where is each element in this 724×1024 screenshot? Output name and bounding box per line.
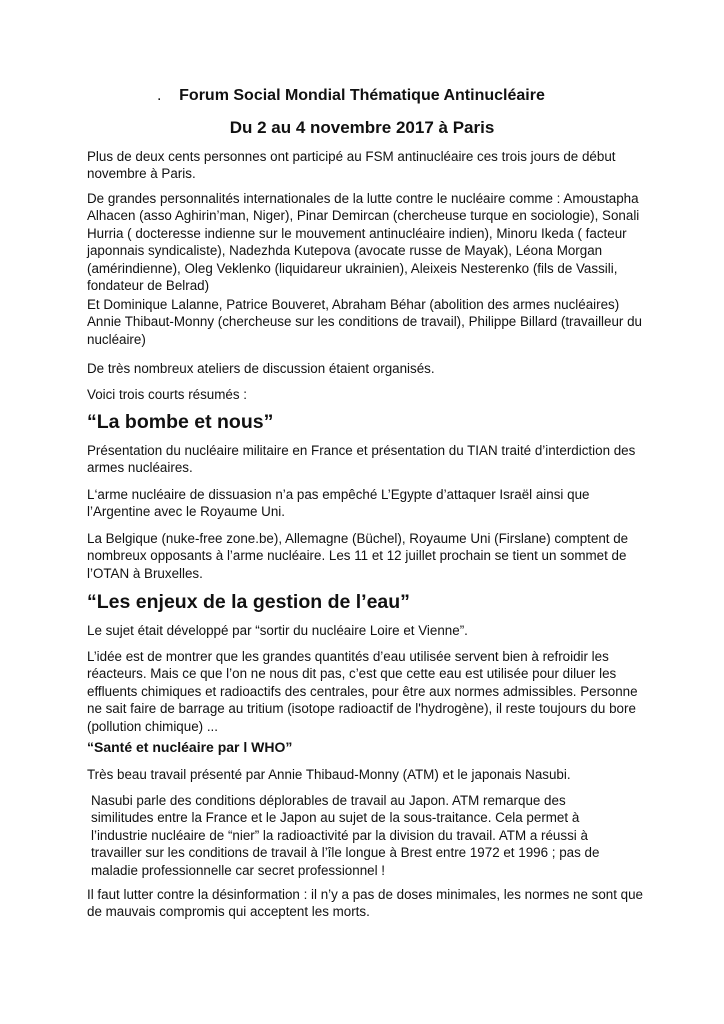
health-paragraph-3: Il faut lutter contre la désinformation : il n’y a pas de doses minimales, les normes ne sont que de mauvais compromis qui acceptent les morts. <box>87 887 643 920</box>
intro-paragraph-4: De très nombreux ateliers de discussion étaient organisés. <box>87 361 435 376</box>
intro-paragraph-2: De grandes personnalités internationales de la lutte contre le nucléaire comme : Amoustapha Alhacen (asso Aghirin’man, Niger), Pinar Demircan (chercheuse turque en sociologie), Sonali Hurria ( docteresse indienne sur le mouvement antinucléaire indien), Minoru Ikeda ( facteur japonnais syndicaliste), Nadezhda Kutepova (avocate russe de Mayak), Léona Morgan (amérindienne), Oleg Veklenko (liquidareur ukrainien), Aleixeis Nesterenko (fils de Vassili, fondateur de Belrad) <box>87 191 640 294</box>
bomb-paragraph-1: Présentation du nucléaire militaire en France et présentation du TIAN traité d’interdiction des armes nucléaires. <box>87 443 636 476</box>
water-paragraph-2: L’idée est de montrer que les grandes quantités d’eau utilisée servent bien à refroidir les réacteurs. Mais ce que l’on ne nous dit pas, c’est que cette eau est utilisée pour diluer les effluents chimiques et radioactifs des centrales, pour être aux normes admissibles. Personne ne sait faire de barrage au tritium (isotope radioactif de l'hydrogène), il reste toujours du bore (pollution chimique) ... <box>87 649 638 734</box>
section-heading-health: “Santé et nucléaire par l WHO” <box>87 739 293 755</box>
event-dates: Du 2 au 4 novembre 2017 à Paris <box>229 118 495 137</box>
title-text: Forum Social Mondial Thématique Antinucléaire <box>179 87 545 104</box>
bomb-paragraph-2: L‘arme nucléaire de dissuasion n’a pas empêché L’Egypte d’attaquer Israël ainsi que l’Argentine avec le Royaume Uni. <box>87 487 590 520</box>
intro-paragraph-5: Voici trois courts résumés : <box>87 387 247 402</box>
bomb-paragraph-3: La Belgique (nuke-free zone.be), Allemagne (Büchel), Royaume Uni (Firslane) comptent de nombreux opposants à l’arme nucléaire. Les 11 et 12 juillet prochain se tient un sommet de l’OTAN à Bruxelles. <box>87 531 629 581</box>
health-paragraph-1: Très beau travail présenté par Annie Thibaud-Monny (ATM) et le japonais Nasubi. <box>87 767 571 782</box>
title-bullet: . <box>157 87 162 104</box>
intro-paragraph-1: Plus de deux cents personnes ont participé au FSM antinucléaire ces trois jours de début novembre à Paris. <box>87 149 616 182</box>
water-paragraph-1: Le sujet était développé par “sortir du nucléaire Loire et Vienne”. <box>87 623 468 638</box>
section-heading-bomb: “La bombe et nous” <box>87 411 274 433</box>
section-heading-water: “Les enjeux de la gestion de l’eau” <box>87 591 410 613</box>
health-paragraph-2: Nasubi parle des conditions déplorables de travail au Japon. ATM remarque des similitudes entre la France et le Japon au sujet de la sous-traitance. Cela permet à l’industrie nucléaire de “nier” la radioactivité par la division du travail. ATM a réussi à travailler sur les conditions de travail à l’île longue à Brest entre 1972 et 1996 ; pas de maladie professionnelle car secret professionnel ! <box>91 793 600 878</box>
document-title <box>0 86 724 106</box>
intro-paragraph-3: Et Dominique Lalanne, Patrice Bouveret, Abraham Béhar (abolition des armes nucléaires) Annie Thibaut-Monny (chercheuse sur les conditions de travail), Philippe Billard (travailleur du nucléaire) <box>87 297 642 347</box>
